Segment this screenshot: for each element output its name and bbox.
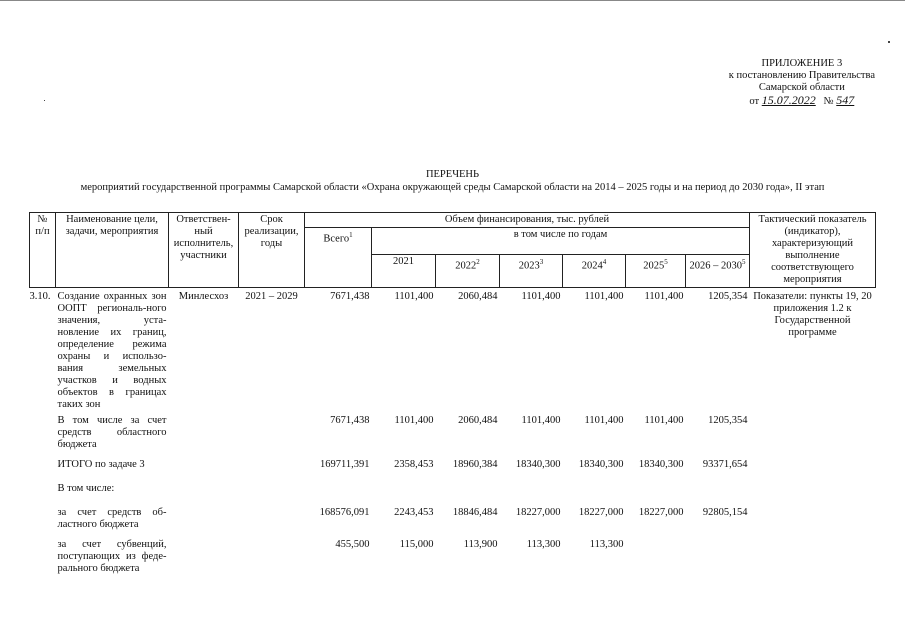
row-num: 3.10. — [29, 291, 51, 302]
row-2023: 18227,000 — [515, 507, 561, 518]
row-2025: 1101,400 — [644, 415, 684, 426]
row-term — [239, 504, 305, 536]
appendix-date: 15.07.2022 — [761, 93, 816, 107]
header-year-2023: 2023$^3$ — [500, 255, 563, 288]
row-indicator — [750, 480, 876, 504]
row-2024: 1101,400 — [584, 291, 624, 302]
row-2021 — [372, 480, 436, 504]
row-2023: 18340,300 — [515, 459, 561, 470]
row-2025 — [626, 536, 686, 576]
row-num — [30, 480, 56, 504]
header-year-2024: 2024$^4$ — [563, 255, 626, 288]
row-responsible — [169, 412, 239, 456]
row-2021: 1101,400 — [394, 415, 434, 426]
row-num — [30, 536, 56, 576]
row-responsible — [169, 480, 239, 504]
row-2022: 2060,484 — [458, 291, 498, 302]
row-2022: 18960,384 — [452, 459, 498, 470]
row-indicator: Показатели: пункты 19, 20 приложения 1.2 к Государственной программе — [753, 291, 872, 338]
row-2022: 2060,484 — [458, 415, 498, 426]
row-2022 — [436, 480, 500, 504]
row-2021: 2358,453 — [394, 459, 434, 470]
header-by-year: в том числе по годам — [372, 228, 750, 255]
row-num — [30, 456, 56, 480]
row-responsible — [169, 536, 239, 576]
row-2024: 18227,000 — [578, 507, 624, 518]
row-2024 — [563, 480, 626, 504]
row-total — [305, 480, 372, 504]
measures-table — [29, 212, 876, 576]
header-funding: Объем финансирования, тыс. рублей — [305, 213, 750, 228]
row-2026-2030: 93371,654 — [702, 459, 748, 470]
row-term — [239, 536, 305, 576]
row-2022: 18846,484 — [452, 507, 498, 518]
row-total: 7671,438 — [330, 415, 370, 426]
row-term — [239, 412, 305, 456]
appendix-line2: к постановлению Правительства — [728, 70, 875, 81]
page-top-edge — [0, 0, 905, 1]
row-responsible — [169, 504, 239, 536]
row-2025: 18340,300 — [638, 459, 684, 470]
row-2021: 1101,400 — [394, 291, 434, 302]
row-name: В том числе: — [57, 483, 115, 494]
appendix-date-line: от 15.07.2022 № 547 — [749, 93, 855, 107]
row-name: за счет субвенций, поступающих из феде-рального бюджета — [57, 539, 167, 574]
header-year-2021: 2021 — [372, 255, 436, 288]
row-responsible: Минлесхоз — [178, 291, 229, 302]
header-year-2026-2030: 2026 – 2030$^5$ — [686, 255, 750, 288]
document-title — [0, 168, 905, 194]
table-row — [30, 536, 876, 576]
row-2026-2030: 92805,154 — [702, 507, 748, 518]
appendix-number: 547 — [836, 93, 855, 107]
appendix-line3: Самарской области — [758, 82, 845, 93]
row-2025: 18227,000 — [638, 507, 684, 518]
row-2024: 113,300 — [589, 539, 624, 550]
row-2026-2030 — [686, 480, 750, 504]
appendix-title: ПРИЛОЖЕНИЕ 3 — [761, 58, 843, 69]
row-2023: 1101,400 — [521, 415, 561, 426]
row-num — [30, 504, 56, 536]
table-row — [30, 480, 876, 504]
table-row — [30, 504, 876, 536]
row-indicator — [750, 536, 876, 576]
row-2024: 18340,300 — [578, 459, 624, 470]
row-total: 7671,438 — [330, 291, 370, 302]
row-2021: 2243,453 — [394, 507, 434, 518]
table-row — [30, 456, 876, 480]
row-2026-2030 — [686, 536, 750, 576]
row-total: 169711,391 — [320, 459, 370, 470]
row-2022: 113,900 — [463, 539, 498, 550]
row-total: 168576,091 — [319, 507, 370, 518]
row-name: Создание охранных зон ООПТ региональ-ного значения, уста-новление их границ, определение режима охраны и использо-вания земельных участков и водных объектов в границах таких зон — [57, 291, 167, 410]
row-2026-2030: 1205,354 — [708, 291, 748, 302]
title-heading: ПЕРЕЧЕНЬ — [425, 169, 480, 180]
row-term: 2021 – 2029 — [245, 291, 298, 302]
row-indicator — [750, 412, 876, 456]
row-num — [30, 412, 56, 456]
header-num: № п/п — [30, 213, 56, 288]
header-year-2025: 2025$^5$ — [626, 255, 686, 288]
row-indicator — [750, 456, 876, 480]
title-subtitle: мероприятий государственной программы Самарской области «Охрана окружающей среды Самарской области на 2014 – 2025 годы и на период до 2030 года», II этап — [80, 182, 825, 193]
scan-speck — [44, 100, 45, 101]
row-name: В том числе за счет средств областного бюджета — [57, 415, 167, 450]
table-row — [30, 288, 876, 413]
header-responsible: Ответствен-ный исполнитель, участники — [169, 213, 239, 288]
row-indicator — [750, 504, 876, 536]
row-term — [239, 456, 305, 480]
row-responsible — [169, 456, 239, 480]
header-indicator: Тактический показатель (индикатор), характеризующий выполнение соответствующего мероприятия — [750, 213, 876, 288]
row-2024: 1101,400 — [584, 415, 624, 426]
appendix-block — [729, 58, 875, 108]
row-2025: 1101,400 — [644, 291, 684, 302]
row-2025 — [626, 480, 686, 504]
row-2026-2030: 1205,354 — [708, 415, 748, 426]
row-total: 455,500 — [335, 539, 370, 550]
row-name: за счет средств об-ластного бюджета — [57, 507, 167, 530]
row-name: ИТОГО по задаче 3 — [57, 459, 145, 470]
header-term: Срок реализации, годы — [239, 213, 305, 288]
header-total: Всего$^1$ — [305, 228, 372, 288]
header-name: Наименование цели, задачи, мероприятия — [56, 213, 169, 288]
row-2023: 1101,400 — [521, 291, 561, 302]
row-2021: 115,000 — [399, 539, 434, 550]
scan-speck — [888, 41, 890, 43]
header-year-2022: 2022$^2$ — [436, 255, 500, 288]
row-2023: 113,300 — [526, 539, 561, 550]
table-row — [30, 412, 876, 456]
row-2023 — [500, 480, 563, 504]
row-term — [239, 480, 305, 504]
